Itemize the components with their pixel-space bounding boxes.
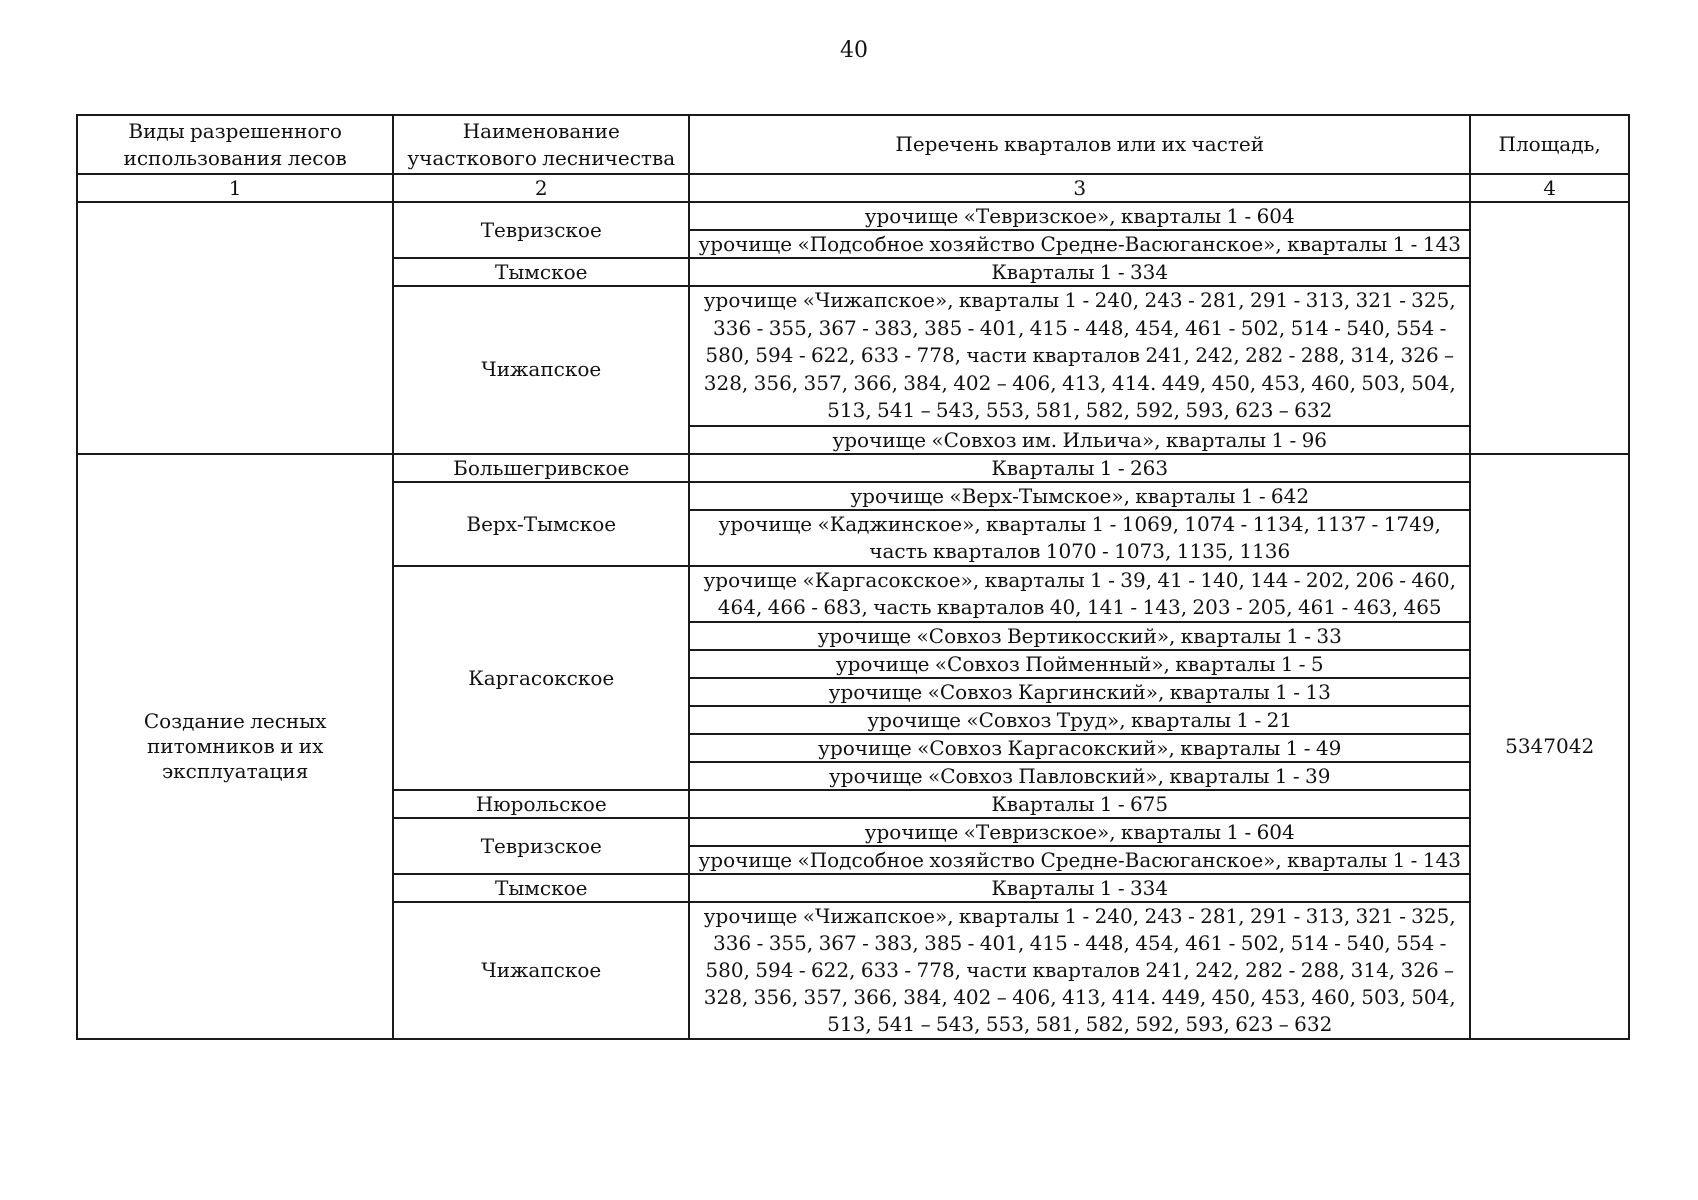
page-number: 40: [840, 38, 868, 63]
forestry-name-cell: Тымское: [393, 258, 689, 286]
forestry-name-cell: Большегривское: [393, 454, 689, 482]
column-number-row: [77, 174, 1629, 202]
forestry-name-cell: Тевризское: [393, 202, 689, 258]
column-number: 3: [689, 174, 1470, 202]
quarters-cell: урочище «Совхоз Пойменный», кварталы 1 - 5: [689, 650, 1470, 678]
table-row: [77, 454, 1629, 482]
area-cell: [1470, 202, 1629, 454]
header-quarters-list: Перечень кварталов или их частей: [689, 115, 1470, 174]
quarters-cell: урочище «Подсобное хозяйство Средне-Васюганское», кварталы 1 - 143: [689, 846, 1470, 874]
column-number: 2: [393, 174, 689, 202]
column-number: 4: [1470, 174, 1629, 202]
forest-use-table: [76, 114, 1630, 1040]
forestry-name-cell: Нюрольское: [393, 790, 689, 818]
quarters-cell: урочище «Совхоз Вертикосский», кварталы 1 - 33: [689, 622, 1470, 650]
forestry-name-cell: Каргасокское: [393, 566, 689, 790]
header-use-type: Виды разрешенного использования лесов: [77, 115, 393, 174]
quarters-cell: урочище «Подсобное хозяйство Средне-Васюганское», кварталы 1 - 143: [689, 230, 1470, 258]
header-area: Площадь,: [1470, 115, 1629, 174]
quarters-cell: Кварталы 1 - 334: [689, 874, 1470, 902]
quarters-cell: урочище «Совхоз Труд», кварталы 1 - 21: [689, 706, 1470, 734]
quarters-cell: урочище «Чижапское», кварталы 1 - 240, 243 - 281, 291 - 313, 321 - 325, 336 - 355, 367 - 383, 385 - 401, 415 - 448, 454, 461 - 502, 514 - 540, 554 - 580, 594 - 622, 633 - 778, части кварталов 241, 242, 282 - 288, 314, 326 – 328, 356, 357, 366, 384, 402 – 406, 413, 414. 449, 450, 453, 460, 503, 504, 513, 541 – 543, 553, 581, 582, 592, 593, 623 – 632: [689, 286, 1470, 426]
forestry-name-cell: Верх-Тымское: [393, 482, 689, 566]
quarters-cell: урочище «Совхоз им. Ильича», кварталы 1 - 96: [689, 426, 1470, 454]
use-type-cell: Создание лесных питомников и их эксплуатация: [77, 454, 393, 1039]
forestry-name-cell: Тевризское: [393, 818, 689, 874]
area-cell: 5347042: [1470, 454, 1629, 1039]
quarters-cell: Кварталы 1 - 263: [689, 454, 1470, 482]
quarters-cell: урочище «Совхоз Павловский», кварталы 1 - 39: [689, 762, 1470, 790]
quarters-cell: урочище «Верх-Тымское», кварталы 1 - 642: [689, 482, 1470, 510]
quarters-cell: урочище «Тевризское», кварталы 1 - 604: [689, 202, 1470, 230]
table-row: [77, 202, 1629, 230]
quarters-cell: урочище «Каджинское», кварталы 1 - 1069, 1074 - 1134, 1137 - 1749, часть кварталов 1070 - 1073, 1135, 1136: [689, 510, 1470, 566]
forestry-name-cell: Тымское: [393, 874, 689, 902]
column-number: 1: [77, 174, 393, 202]
forestry-name-cell: Чижапское: [393, 902, 689, 1039]
quarters-cell: урочище «Каргасокское», кварталы 1 - 39, 41 - 140, 144 - 202, 206 - 460, 464, 466 - 683, часть кварталов 40, 141 - 143, 203 - 205, 461 - 463, 465: [689, 566, 1470, 622]
header-row: [77, 115, 1629, 174]
header-forestry-name: Наименование участкового лесничества: [393, 115, 689, 174]
quarters-cell: урочище «Совхоз Каргинский», кварталы 1 - 13: [689, 678, 1470, 706]
quarters-cell: урочище «Совхоз Каргасокский», кварталы 1 - 49: [689, 734, 1470, 762]
use-type-cell: [77, 202, 393, 454]
quarters-cell: урочище «Тевризское», кварталы 1 - 604: [689, 818, 1470, 846]
forestry-name-cell: Чижапское: [393, 286, 689, 454]
quarters-cell: Кварталы 1 - 675: [689, 790, 1470, 818]
quarters-cell: урочище «Чижапское», кварталы 1 - 240, 243 - 281, 291 - 313, 321 - 325, 336 - 355, 367 - 383, 385 - 401, 415 - 448, 454, 461 - 502, 514 - 540, 554 - 580, 594 - 622, 633 - 778, части кварталов 241, 242, 282 - 288, 314, 326 – 328, 356, 357, 366, 384, 402 – 406, 413, 414. 449, 450, 453, 460, 503, 504, 513, 541 – 543, 553, 581, 582, 592, 593, 623 – 632: [689, 902, 1470, 1039]
quarters-cell: Кварталы 1 - 334: [689, 258, 1470, 286]
